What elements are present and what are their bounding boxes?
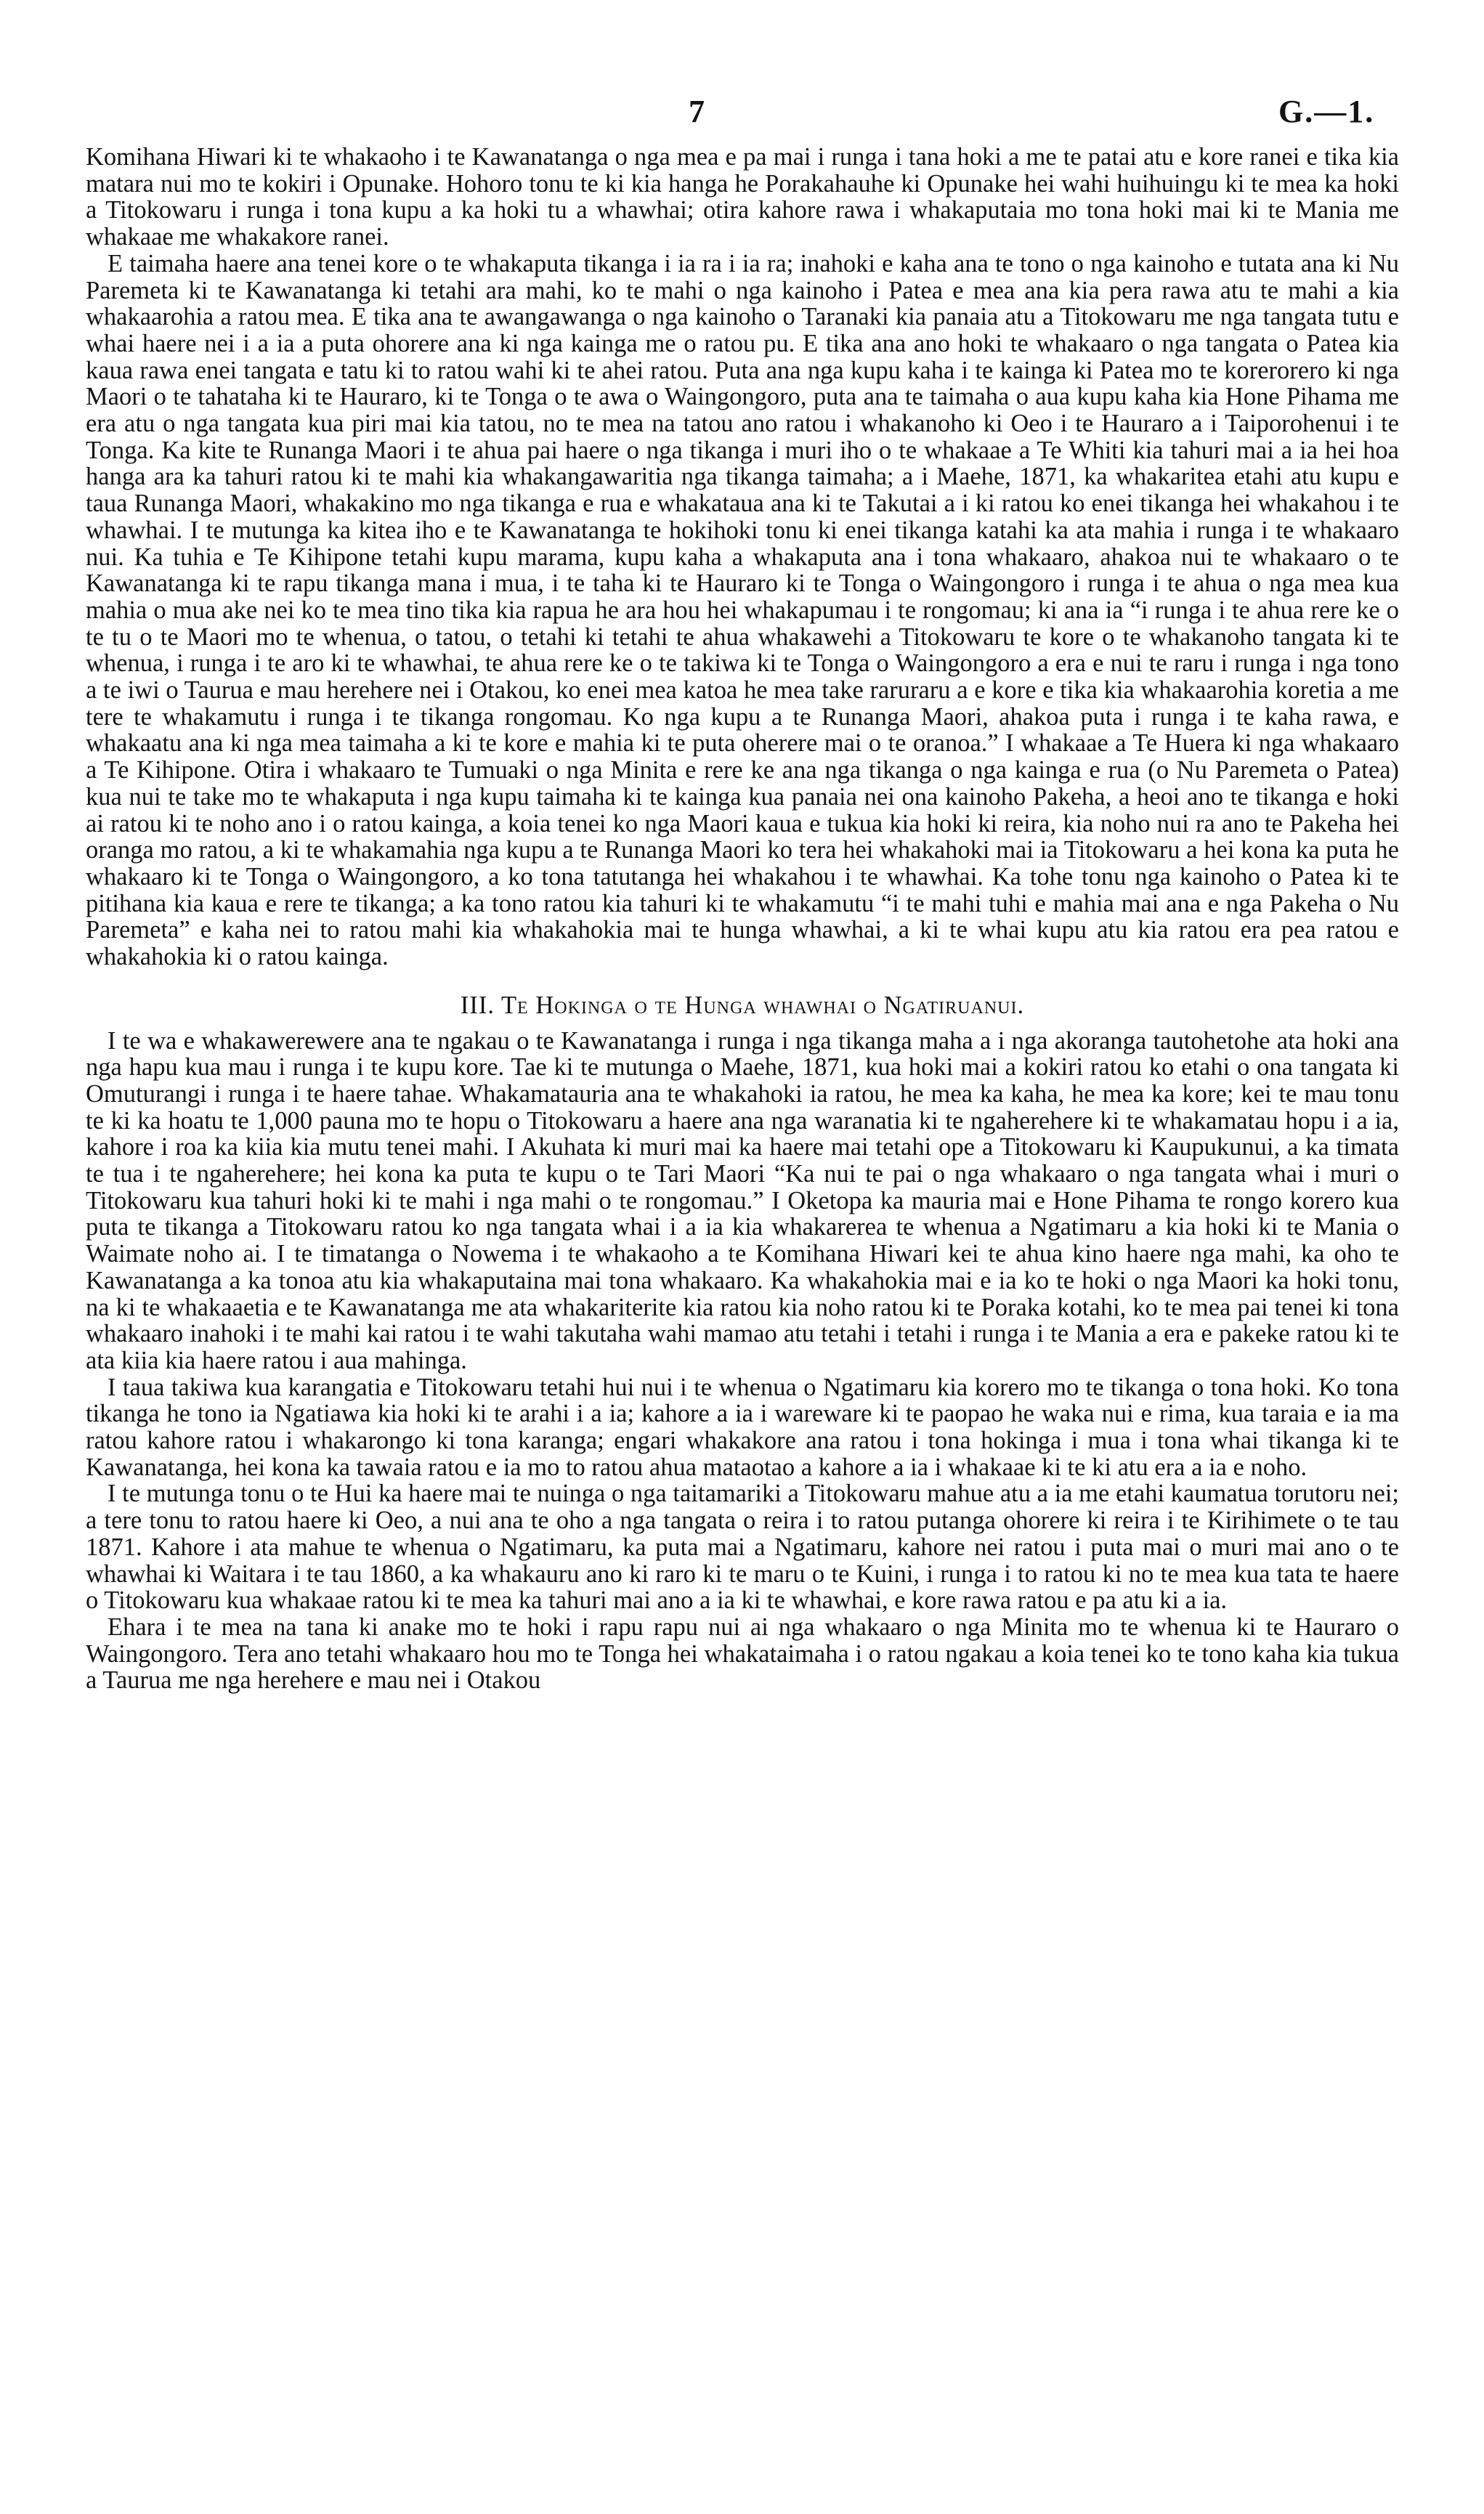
paragraph: Komihana Hiwari ki te whakaoho i te Kawanatanga o nga mea e pa mai i runga i tana hoki a me te patai atu e kore ranei e tika kia matara nui mo te kokiri i Opunake. Hohoro tonu te ki kia hanga he Porakahauhe ki Opunake hei wahi huihuingu ki te mea ka hoki a Titokowaru i runga i tona kupu a ka hoki tu a whawhai; otira kahore rawa i whakaputaia mo tona hoki mai ki te Mania me whakaae me whakakore ranei. — [86, 143, 1399, 251]
document-reference: G.—1. — [1278, 94, 1375, 129]
section-heading: III. Te Hokinga o te Hunga whawhai o Ngatiruanui. — [460, 991, 1025, 1019]
page-number: 7 — [689, 94, 705, 129]
paragraph: E taimaha haere ana tenei kore o te whakaputa tikanga i ia ra i ia ra; inahoki e kaha ana te tono o nga kainoho e tutata ana ki Nu Paremeta ki te Kawanatanga ki tetahi ara mahi, ko te mahi o nga kainoho i Patea e mea ana kia pera rawa atu te mahi a kia whakaarohia a ratou mea. E tika ana te awangawanga o nga kainoho o Taranaki kia panaia atu a Titokowaru me nga tangata tutu e whai haere nei i a ia a puta ohorere ana ki nga kainga me o ratou pu. E tika ana ano hoki te whakaaro o nga tangata o Patea kia kaua rawa enei tangata e tatu ki to ratou wahi ki te ahei ratou. Puta ana nga kupu kaha i te kainga ki Patea mo te korerorero ki nga Maori o te tahataha ki te Hauraro, ki te Tonga o te awa o Waingongoro, puta ana te taimaha o aua kupu kaha kia Hone Pihama me era atu o nga tangata kua piri mai kia tatou, no te mea na tatou ano ratou i whakanoho ki Oeo i te Hauraro a i Taiporohenui i te Tonga. Ka kite te Runanga Maori i te ahua pai haere o nga tikanga i muri iho o te whakaae a Te Whiti kia tahuri mai a ia hei hoa hanga ara ka tahuri ratou ki te mahi kia whakangawaritia nga tikanga taimaha; a i Maehe, 1871, ka whakaritea etahi atu kupu e taua Runanga Maori, whakakino mo nga tikanga e rua e whakataua ana ki te Takutai a i ki ratou ko enei tikanga hei whakahou i te whawhai. I te mutunga ka kitea iho e te Kawanatanga te hokihoki tonu ki enei tikanga katahi ka ata mahia i runga i te whakaaro nui. Ka tuhia e Te Kihipone tetahi kupu marama, kupu kaha a whakaputa ana i tona whakaaro, ahakoa nui te whakaaro o te Kawanatanga ki te rapu tikanga mana i mua, i te taha ki te Hauraro ki te Tonga o Waingongoro i runga i te ahua o nga mea kua mahia o mua ake nei ko te mea tino tika kia rapua he ara hou hei whakapumau i te rongomau; ki ana ia “i runga i te ahua rere ke o te tu o te Maori mo te whenua, o tatou, o tetahi ki tetahi te ahua whakawehi a Titokowaru te kore o te whakanoho tangata ki te whenua, i runga i te aro ki te whawhai, te ahua rere ke o te takiwa ki te Tonga o Waingongoro a era e nui te raru i runga i nga tono a te iwi o Taurua e mau herehere nei i Otakou, ko enei mea katoa he mea take raruraru a e kore e tika kia whakaarohia koretia a me tere te whakamutu i runga i te tikanga rongomau. Ko nga kupu a te Runanga Maori, ahakoa puta i runga i te kaha rawa, e whakaatu ana ki nga mea taimaha a ki te kore e mahia ki te puta oherere mai o te oranoa.” I whakaae a Te Huera ki nga whakaaro a Te Kihipone. Otira i whakaaro te Tumuaki o nga Minita e rere ke ana nga tikanga o nga kainga e rua (o Nu Paremeta o Patea) kua nui te take mo te whakaputa i nga kupu taimaha ki te kainga kua panaia nei ona kainoho Pakeha, a heoi ano te tikanga e hoki ai ratou ki te noho ano i o ratou kainga, a koia tenei ko nga Maori kaua e tukua kia hoki ki reira, kia noho nui ra ano te Pakeha hei oranga mo ratou, a ki te whakamahia nga kupu a te Runanga Maori ko tera hei whakahoki mai ia Titokowaru a hei kona ka puta he whakaaro ki te Tonga o Waingongoro, a ko tona tatutanga hei whakahou i te whawhai. Ka tohe tonu nga kainoho o Patea ki te pitihana kia kaua e rere te tikanga; a ka tono ratou kia tahuri ki te whakamutu “i te mahi tuhi e mahia mai ana e nga Pakeha o Nu Paremeta” e kaha nei to ratou mahi kia whakahokia mai te hunga whawhai, a ki te whai kupu atu kia ratou era pea ratou e whakahokia ki o ratou kainga. — [86, 249, 1399, 971]
paragraph: I te wa e whakawerewere ana te ngakau o te Kawanatanga i runga i nga tikanga maha a i nga akoranga tautohetohe ata hoki ana nga hapu kua mau i runga i te kupu kore. Tae ki te mutunga o Maehe, 1871, kua hoki mai a kokiri ratou ko etahi o ona tangata ki Omuturangi i runga i te haere tahae. Whakamatauria ana te whakahoki ia ratou, he mea ka kaha, he mea ka kore; kei te mau tonu te ki ka hoatu te 1,000 pauna mo te hopu o Titokowaru a haere ana nga waranatia ki te ngaherehere ki te whakamatau hopu i a ia, kahore i roa ka kiia kia mutu tenei mahi. I Akuhata ki muri mai ka haere mai tetahi ope a Titokowaru ki Kaupukunui, a ka timata te tua i te ngaherehere; hei kona ka puta te kupu o te Tari Maori “Ka nui te pai o nga whakaaro o nga tangata whai i muri o Titokowaru kua tahuri hoki ki te mahi i nga mahi o te rongomau.” I Oketopa ka mauria mai e Hone Pihama te rongo korero kua puta te tikanga a Titokowaru ratou ko nga tangata whai i a ia kia whakarerea te whenua a Ngatimaru a kia hoki ki te Mania o Waimate noho ai. I te timatanga o Nowema i te whakaoho a te Komihana Hiwari kei te ahua kino haere nga mahi, ka oho te Kawanatanga a ka tonoa atu kia whakaputaina mai tona whakaaro. Ka whakahokia mai e ia ko te hoki o nga Maori ka hoki tonu, na ki te whakaaetia e te Kawanatanga me ata whakariterite kia ratou kia noho ratou ki te Poraka kotahi, ko te mea pai tenei ki tona whakaaro inahoki i te mahi kai ratou i te wahi takutaha wahi mamao atu tetahi i tetahi i runga i te Mania a era e pakeke ratou ki te ata kiia kia haere ratou i aua mahinga. — [86, 1026, 1399, 1374]
paragraph: Ehara i te mea na tana ki anake mo te hoki i rapu rapu nui ai nga whakaaro o nga Minita mo te whenua ki te Hauraro o Waingongoro. Tera ano tetahi whakaaro hou mo te Tonga hei whakataimaha i o ratou ngakau a koia tenei ko te tono kaha kia tukua a Taurua me nga herehere e mau nei i Otakou — [86, 1613, 1399, 1695]
body-text — [86, 144, 1399, 1694]
paragraph: I te mutunga tonu o te Hui ka haere mai te nuinga o nga taitamariki a Titokowaru mahue atu a ia me etahi kaumatua torutoru nei; a tere tonu to ratou haere ki Oeo, a nui ana te oho a nga tangata o reira i to ratou putanga ohorere ki reira i te Kirihimete o te tau 1871. Kahore i ata mahue te whenua o Ngatimaru, ka puta mai a Ngatimaru, kahore nei ratou i puta mai o muri mai ano o te whawhai ki Waitara i te tau 1860, a ka whakauru ano ki raro ki te maru o te Kuini, i runga i to ratou ki no te mea kua tata te haere o Titokowaru kua whakaae ratou ki te mea ka tahuri mai ano a ia ki te whawhai, e kore rawa ratou e pa atu ki a ia. — [86, 1480, 1399, 1615]
paragraph: I taua takiwa kua karangatia e Titokowaru tetahi hui nui i te whenua o Ngatimaru kia korero mo te tikanga o tona hoki. Ko tona tikanga he tono ia Ngatiawa kia hoki ki te arahi i a ia; kahore a ia i wareware ki te paopao he waka nui e rima, kua taraia e ia ma ratou kahore ratou i whakarongo ki tona karanga; engari whakakore ana ratou i tona hokinga i mua i tona whai tikanga ki te Kawanatanga, hei kona ka tawaia ratou e ia mo to ratou ahua mataotao a kahore a ia i whakaae ki te ki atu era a ia e noho. — [86, 1373, 1399, 1481]
